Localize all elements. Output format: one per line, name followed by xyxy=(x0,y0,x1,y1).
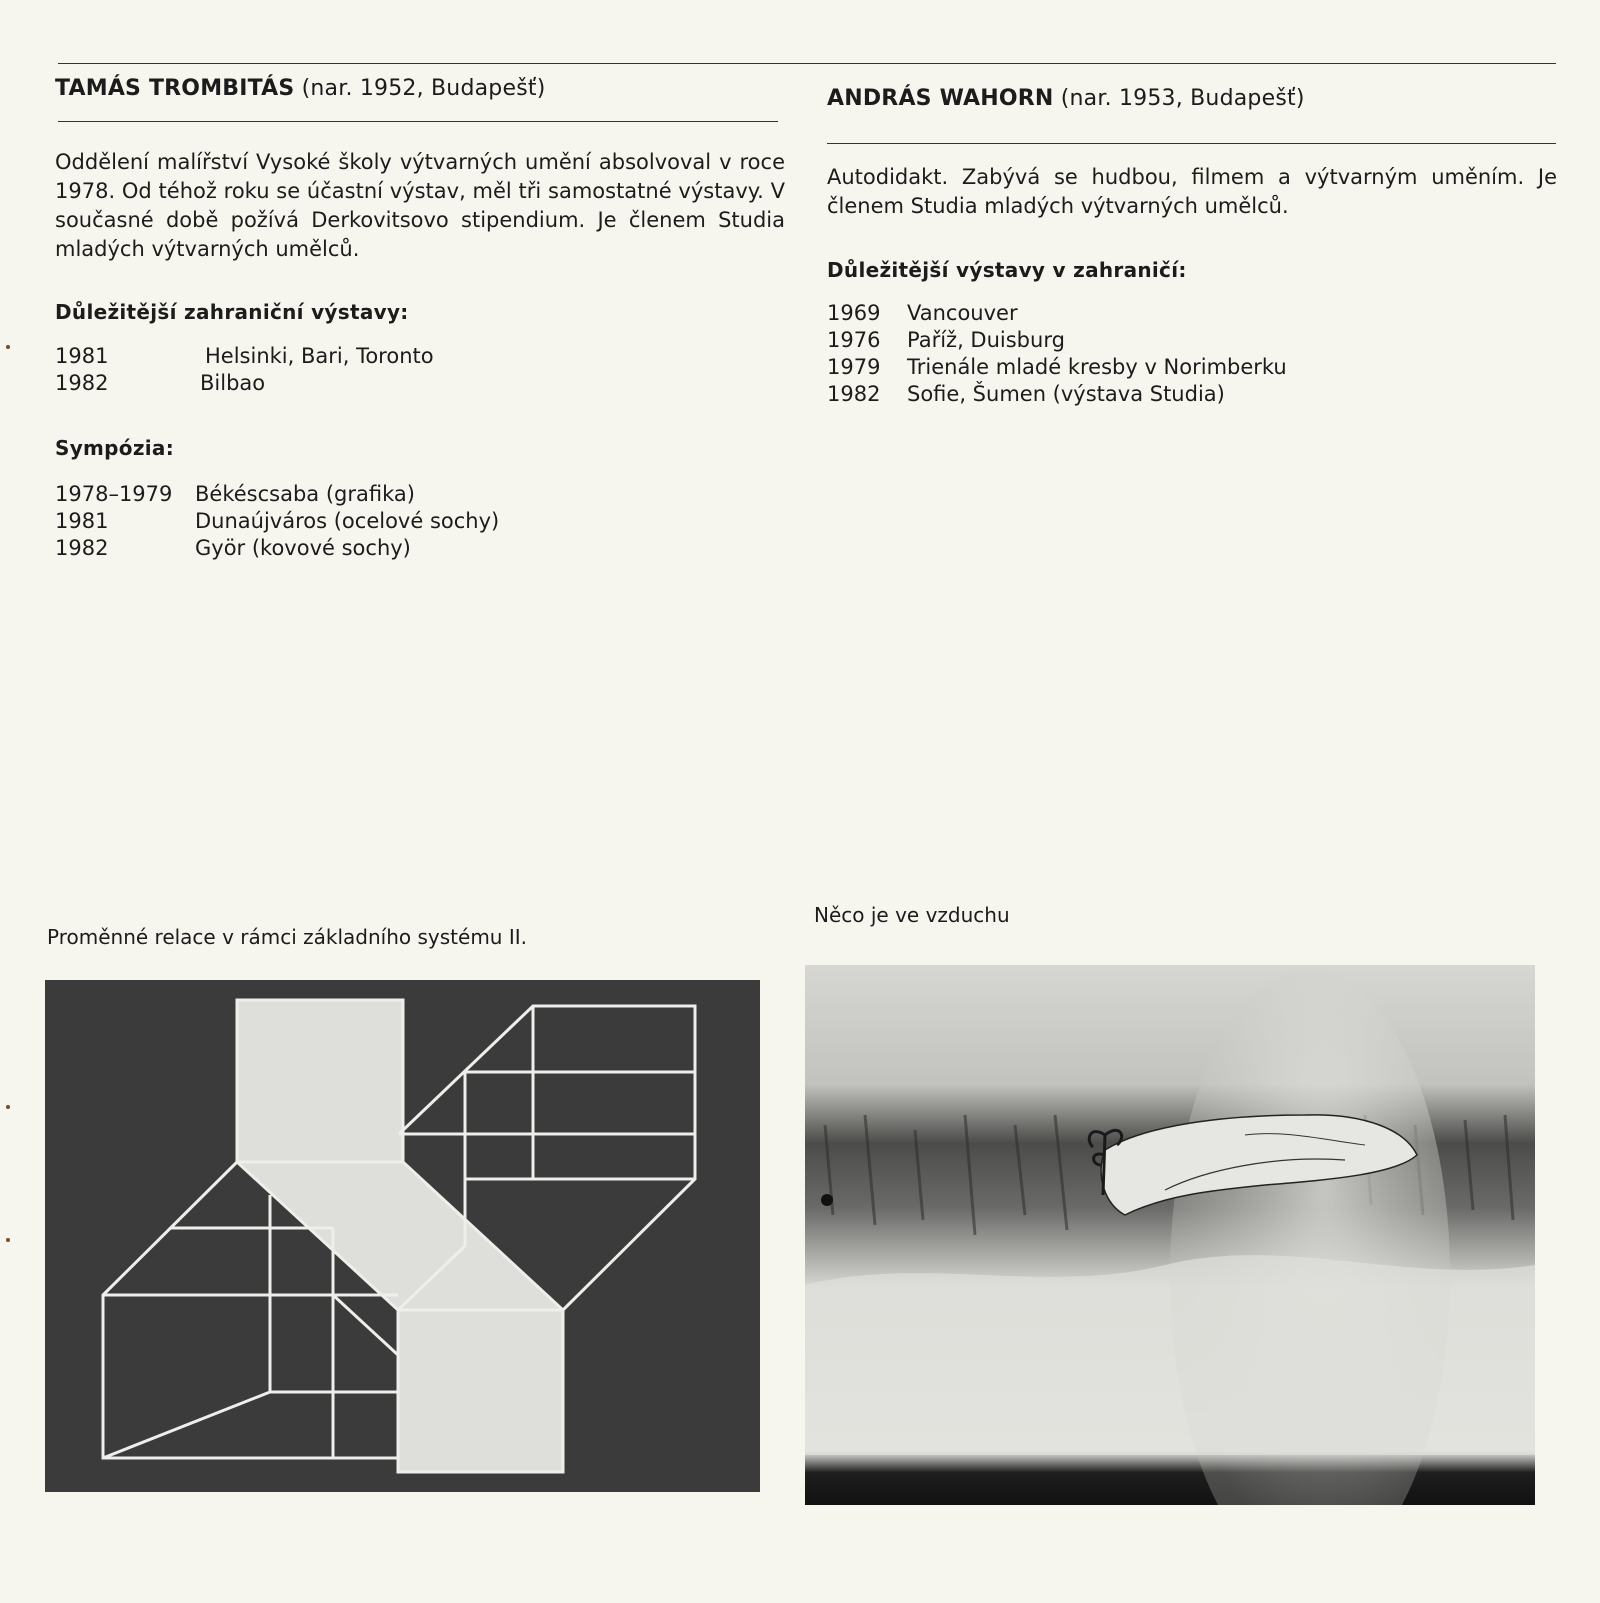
exhibitions-heading: Důležitější výstavy v zahraničí: xyxy=(827,258,1187,282)
symposium-place: Békéscsaba (grafika) xyxy=(195,482,415,506)
symposium-place: Györ (kovové sochy) xyxy=(195,536,411,560)
artist-heading xyxy=(827,86,1305,111)
top-rule xyxy=(58,63,1556,64)
symposium-year: 1981 xyxy=(55,509,109,533)
exhibition-place: Paříž, Duisburg xyxy=(907,328,1065,352)
exhibitions-heading: Důležitější zahraniční výstavy: xyxy=(55,300,409,324)
symposium-year: 1982 xyxy=(55,536,109,560)
artwork-caption-right: Něco je ve vzduchu xyxy=(814,903,1010,927)
margin-mark xyxy=(6,345,10,349)
list-item xyxy=(55,343,434,370)
exhibition-year: 1976 xyxy=(827,328,881,352)
artwork-geometric-cubes xyxy=(45,980,760,1492)
symposium-place: Dunaújváros (ocelové sochy) xyxy=(195,509,500,533)
margin-mark xyxy=(6,1105,10,1109)
exhibition-year: 1982 xyxy=(55,371,109,395)
exhibition-year: 1981 xyxy=(55,344,109,368)
list-item xyxy=(55,481,499,508)
list-item xyxy=(827,381,1287,408)
exhibition-year: 1979 xyxy=(827,355,881,379)
list-item xyxy=(827,327,1287,354)
exhibition-place: Sofie, Šumen (výstava Studia) xyxy=(907,382,1225,406)
artist-bio: Oddělení malířství Vysoké školy výtvarných umění absolvoval v roce 1978. Od téhož roku se účastní výstav, měl tři samostatné výstavy. V současné době požívá Derkovitsovo stipendium. Je členem Studia mladých výtvarných umělců. xyxy=(55,150,785,261)
exhibitions-list xyxy=(827,300,1287,408)
artwork-caption-left: Proměnné relace v rámci základního systému II. xyxy=(47,925,527,949)
exhibition-year: 1969 xyxy=(827,301,881,325)
artist-born: (nar. 1953, Budapešť) xyxy=(1060,86,1305,111)
exhibition-place: Helsinki, Bari, Toronto xyxy=(205,344,434,368)
left-header-rule xyxy=(58,121,778,122)
exhibition-year: 1982 xyxy=(827,382,881,406)
symposia-heading: Sympózia: xyxy=(55,436,175,460)
artist-born: (nar. 1952, Budapešť) xyxy=(301,76,546,101)
exhibition-place: Bilbao xyxy=(200,371,266,395)
list-item xyxy=(55,370,434,397)
artwork-misty-landscape xyxy=(805,965,1535,1505)
exhibition-place: Trienále mladé kresby v Norimberku xyxy=(907,355,1287,379)
margin-mark xyxy=(6,1238,10,1242)
artist-name: ANDRÁS WAHORN xyxy=(827,86,1054,111)
list-item xyxy=(55,535,499,562)
exhibition-place: Vancouver xyxy=(907,301,1018,325)
symposium-year: 1978–1979 xyxy=(55,482,173,506)
artist-name: TAMÁS TROMBITÁS xyxy=(55,76,295,101)
symposia-list xyxy=(55,481,499,562)
list-item xyxy=(827,300,1287,327)
artist-heading xyxy=(55,76,545,101)
right-header-rule xyxy=(827,143,1556,144)
exhibitions-list xyxy=(55,343,434,397)
artist-bio: Autodidakt. Zabývá se hudbou, filmem a výtvarným uměním. Je členem Studia mladých výtvarných umělců. xyxy=(827,165,1557,218)
list-item xyxy=(55,508,499,535)
list-item xyxy=(827,354,1287,381)
